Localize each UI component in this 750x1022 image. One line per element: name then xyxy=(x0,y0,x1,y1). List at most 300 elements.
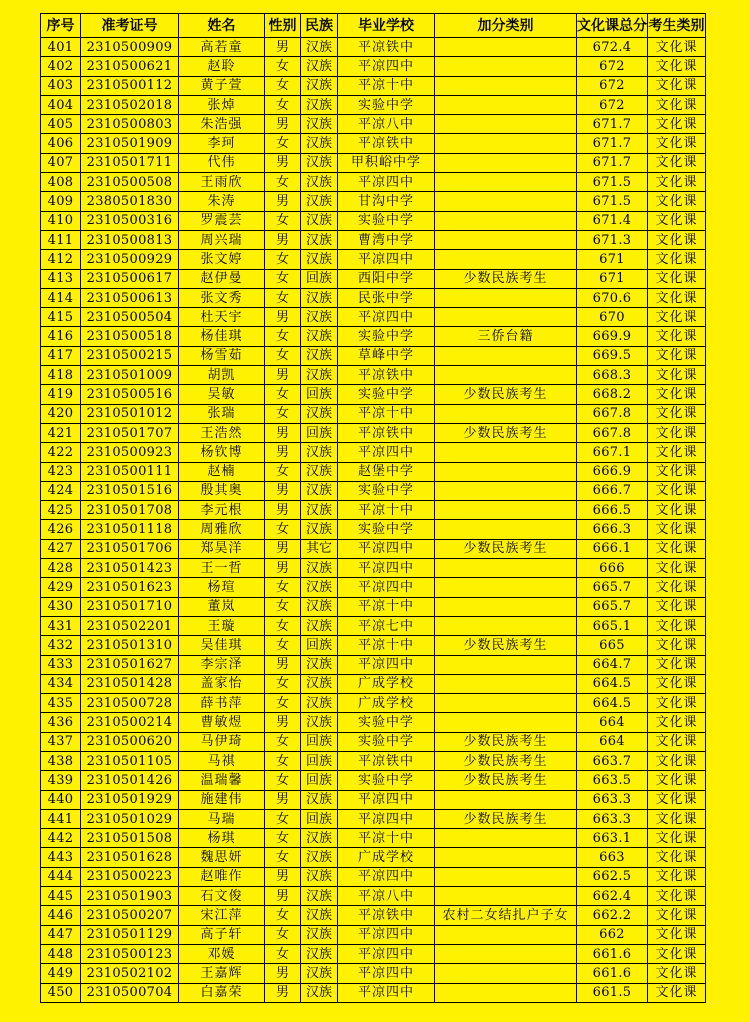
seq-cell: 421 xyxy=(41,423,81,442)
school-cell: 甘沟中学 xyxy=(338,192,435,211)
bonus-category-cell xyxy=(435,153,577,172)
ethnicity-cell: 汉族 xyxy=(301,867,338,886)
school-cell: 广成学校 xyxy=(338,674,435,693)
bonus-category-cell xyxy=(435,95,577,114)
bonus-category-cell xyxy=(435,57,577,76)
table-row xyxy=(41,964,706,983)
school-cell: 平凉四中 xyxy=(338,250,435,269)
table-row xyxy=(41,366,706,385)
school-cell: 平凉四中 xyxy=(338,983,435,1002)
seq-cell: 441 xyxy=(41,809,81,828)
bonus-category-cell xyxy=(435,655,577,674)
name-cell: 朱浩强 xyxy=(179,115,265,134)
total-score-cell: 665 xyxy=(577,636,648,655)
name-cell: 王一哲 xyxy=(179,559,265,578)
candidate-type-cell: 文化课 xyxy=(648,95,706,114)
gender-cell: 男 xyxy=(265,655,301,674)
gender-cell: 女 xyxy=(265,134,301,153)
exam-id-cell: 2310501711 xyxy=(81,153,179,172)
name-cell: 温瑞馨 xyxy=(179,771,265,790)
candidate-type-cell: 文化课 xyxy=(648,616,706,635)
gender-cell: 男 xyxy=(265,539,301,558)
gender-cell: 女 xyxy=(265,906,301,925)
gender-cell: 女 xyxy=(265,385,301,404)
header-ethnicity: 民族 xyxy=(301,14,338,38)
seq-cell: 427 xyxy=(41,539,81,558)
gender-cell: 男 xyxy=(265,481,301,500)
gender-cell: 男 xyxy=(265,153,301,172)
total-score-cell: 666.3 xyxy=(577,520,648,539)
total-score-cell: 667.8 xyxy=(577,404,648,423)
bonus-category-cell: 少数民族考生 xyxy=(435,771,577,790)
table-row xyxy=(41,95,706,114)
gender-cell: 女 xyxy=(265,616,301,635)
candidate-type-cell: 文化课 xyxy=(648,655,706,674)
ethnicity-cell: 汉族 xyxy=(301,346,338,365)
school-cell: 平凉四中 xyxy=(338,964,435,983)
table-row xyxy=(41,443,706,462)
candidate-type-cell: 文化课 xyxy=(648,848,706,867)
table-row xyxy=(41,346,706,365)
seq-cell: 419 xyxy=(41,385,81,404)
candidate-type-cell: 文化课 xyxy=(648,423,706,442)
table-header-row xyxy=(41,14,706,38)
bonus-category-cell xyxy=(435,115,577,134)
gender-cell: 男 xyxy=(265,115,301,134)
bonus-category-cell xyxy=(435,211,577,230)
table-row xyxy=(41,906,706,925)
ethnicity-cell: 汉族 xyxy=(301,443,338,462)
table-row xyxy=(41,751,706,770)
table-row xyxy=(41,423,706,442)
ethnicity-cell: 汉族 xyxy=(301,520,338,539)
total-score-cell: 667.8 xyxy=(577,423,648,442)
bonus-category-cell xyxy=(435,346,577,365)
candidate-type-cell: 文化课 xyxy=(648,288,706,307)
total-score-cell: 664.7 xyxy=(577,655,648,674)
seq-cell: 449 xyxy=(41,964,81,983)
gender-cell: 女 xyxy=(265,211,301,230)
exam-id-cell: 2310500929 xyxy=(81,250,179,269)
table-row xyxy=(41,115,706,134)
candidate-type-cell: 文化课 xyxy=(648,771,706,790)
gender-cell: 女 xyxy=(265,462,301,481)
exam-id-cell: 2310501428 xyxy=(81,674,179,693)
seq-cell: 407 xyxy=(41,153,81,172)
school-cell: 实验中学 xyxy=(338,771,435,790)
ethnicity-cell: 汉族 xyxy=(301,559,338,578)
school-cell: 平凉四中 xyxy=(338,809,435,828)
ethnicity-cell: 汉族 xyxy=(301,694,338,713)
table-row xyxy=(41,134,706,153)
exam-id-cell: 2310501710 xyxy=(81,597,179,616)
school-cell: 平凉四中 xyxy=(338,867,435,886)
ethnicity-cell: 汉族 xyxy=(301,964,338,983)
table-row xyxy=(41,944,706,963)
table-row xyxy=(41,308,706,327)
name-cell: 张瑞 xyxy=(179,404,265,423)
name-cell: 高若童 xyxy=(179,38,265,57)
exam-id-cell: 2310500207 xyxy=(81,906,179,925)
exam-id-cell: 2310501516 xyxy=(81,481,179,500)
seq-cell: 424 xyxy=(41,481,81,500)
name-cell: 杨瑄 xyxy=(179,578,265,597)
bonus-category-cell xyxy=(435,790,577,809)
name-cell: 杨雪茹 xyxy=(179,346,265,365)
school-cell: 实验中学 xyxy=(338,211,435,230)
candidate-type-cell: 文化课 xyxy=(648,944,706,963)
exam-id-cell: 2310500215 xyxy=(81,346,179,365)
ethnicity-cell: 汉族 xyxy=(301,481,338,500)
table-row xyxy=(41,230,706,249)
name-cell: 张文婷 xyxy=(179,250,265,269)
table-row xyxy=(41,153,706,172)
exam-id-cell: 2310500620 xyxy=(81,732,179,751)
seq-cell: 401 xyxy=(41,38,81,57)
table-row xyxy=(41,674,706,693)
school-cell: 广成学校 xyxy=(338,694,435,713)
candidate-type-cell: 文化课 xyxy=(648,462,706,481)
school-cell: 实验中学 xyxy=(338,95,435,114)
gender-cell: 女 xyxy=(265,327,301,346)
total-score-cell: 668.2 xyxy=(577,385,648,404)
exam-id-cell: 2310500621 xyxy=(81,57,179,76)
gender-cell: 女 xyxy=(265,674,301,693)
name-cell: 郑昊洋 xyxy=(179,539,265,558)
name-cell: 曹敏煜 xyxy=(179,713,265,732)
gender-cell: 女 xyxy=(265,269,301,288)
bonus-category-cell xyxy=(435,713,577,732)
table-body xyxy=(41,38,706,1003)
gender-cell: 男 xyxy=(265,308,301,327)
gender-cell: 女 xyxy=(265,173,301,192)
table-row xyxy=(41,559,706,578)
total-score-cell: 671.4 xyxy=(577,211,648,230)
bonus-category-cell: 少数民族考生 xyxy=(435,269,577,288)
exam-id-cell: 2310500112 xyxy=(81,76,179,95)
bonus-category-cell xyxy=(435,867,577,886)
candidate-type-cell: 文化课 xyxy=(648,674,706,693)
table-row xyxy=(41,713,706,732)
name-cell: 石文俊 xyxy=(179,887,265,906)
candidate-type-cell: 文化课 xyxy=(648,481,706,500)
total-score-cell: 671 xyxy=(577,250,648,269)
ethnicity-cell: 汉族 xyxy=(301,308,338,327)
bonus-category-cell xyxy=(435,829,577,848)
candidate-type-cell: 文化课 xyxy=(648,501,706,520)
candidate-type-cell: 文化课 xyxy=(648,250,706,269)
name-cell: 代伟 xyxy=(179,153,265,172)
seq-cell: 439 xyxy=(41,771,81,790)
bonus-category-cell xyxy=(435,559,577,578)
school-cell: 平凉四中 xyxy=(338,655,435,674)
total-score-cell: 665.1 xyxy=(577,616,648,635)
seq-cell: 411 xyxy=(41,230,81,249)
ethnicity-cell: 汉族 xyxy=(301,211,338,230)
gender-cell: 女 xyxy=(265,404,301,423)
candidate-type-cell: 文化课 xyxy=(648,404,706,423)
ethnicity-cell: 回族 xyxy=(301,771,338,790)
total-score-cell: 666.5 xyxy=(577,501,648,520)
exam-id-cell: 2310502102 xyxy=(81,964,179,983)
bonus-category-cell xyxy=(435,964,577,983)
gender-cell: 女 xyxy=(265,520,301,539)
table-row xyxy=(41,38,706,57)
table-row xyxy=(41,269,706,288)
school-cell: 平凉铁中 xyxy=(338,751,435,770)
ethnicity-cell: 汉族 xyxy=(301,192,338,211)
school-cell: 平凉四中 xyxy=(338,308,435,327)
table-row xyxy=(41,694,706,713)
name-cell: 魏思妍 xyxy=(179,848,265,867)
school-cell: 实验中学 xyxy=(338,327,435,346)
name-cell: 杜天宇 xyxy=(179,308,265,327)
seq-cell: 403 xyxy=(41,76,81,95)
ethnicity-cell: 回族 xyxy=(301,732,338,751)
bonus-category-cell xyxy=(435,694,577,713)
candidate-type-cell: 文化课 xyxy=(648,751,706,770)
ethnicity-cell: 汉族 xyxy=(301,250,338,269)
candidate-type-cell: 文化课 xyxy=(648,211,706,230)
score-list-sheet xyxy=(40,13,706,1003)
seq-cell: 416 xyxy=(41,327,81,346)
seq-cell: 420 xyxy=(41,404,81,423)
candidate-type-cell: 文化课 xyxy=(648,578,706,597)
school-cell: 平凉铁中 xyxy=(338,38,435,57)
table-row xyxy=(41,732,706,751)
exam-id-cell: 2310501423 xyxy=(81,559,179,578)
school-cell: 实验中学 xyxy=(338,481,435,500)
seq-cell: 436 xyxy=(41,713,81,732)
seq-cell: 409 xyxy=(41,192,81,211)
ethnicity-cell: 汉族 xyxy=(301,366,338,385)
bonus-category-cell xyxy=(435,887,577,906)
total-score-cell: 671.5 xyxy=(577,173,648,192)
bonus-category-cell xyxy=(435,578,577,597)
exam-id-cell: 2310501627 xyxy=(81,655,179,674)
bonus-category-cell xyxy=(435,925,577,944)
name-cell: 罗震芸 xyxy=(179,211,265,230)
school-cell: 平凉四中 xyxy=(338,539,435,558)
candidate-type-cell: 文化课 xyxy=(648,809,706,828)
school-cell: 平凉八中 xyxy=(338,115,435,134)
candidate-type-cell: 文化课 xyxy=(648,443,706,462)
ethnicity-cell: 汉族 xyxy=(301,404,338,423)
total-score-cell: 672.4 xyxy=(577,38,648,57)
seq-cell: 422 xyxy=(41,443,81,462)
gender-cell: 女 xyxy=(265,732,301,751)
seq-cell: 418 xyxy=(41,366,81,385)
total-score-cell: 666.9 xyxy=(577,462,648,481)
seq-cell: 415 xyxy=(41,308,81,327)
bonus-category-cell xyxy=(435,173,577,192)
exam-id-cell: 2310500504 xyxy=(81,308,179,327)
total-score-cell: 663.7 xyxy=(577,751,648,770)
total-score-cell: 661.6 xyxy=(577,964,648,983)
total-score-cell: 664.5 xyxy=(577,674,648,693)
seq-cell: 417 xyxy=(41,346,81,365)
exam-id-cell: 2310501426 xyxy=(81,771,179,790)
table-row xyxy=(41,636,706,655)
school-cell: 平凉十中 xyxy=(338,597,435,616)
bonus-category-cell xyxy=(435,250,577,269)
gender-cell: 女 xyxy=(265,57,301,76)
ethnicity-cell: 回族 xyxy=(301,423,338,442)
school-cell: 实验中学 xyxy=(338,385,435,404)
ethnicity-cell: 汉族 xyxy=(301,829,338,848)
table-row xyxy=(41,404,706,423)
exam-id-cell: 2310500813 xyxy=(81,230,179,249)
exam-id-cell: 2310500909 xyxy=(81,38,179,57)
table-row xyxy=(41,481,706,500)
header-seq: 序号 xyxy=(41,14,81,38)
gender-cell: 女 xyxy=(265,250,301,269)
school-cell: 西阳中学 xyxy=(338,269,435,288)
seq-cell: 437 xyxy=(41,732,81,751)
table-row xyxy=(41,809,706,828)
name-cell: 李宗泽 xyxy=(179,655,265,674)
ethnicity-cell: 汉族 xyxy=(301,501,338,520)
table-row xyxy=(41,76,706,95)
gender-cell: 女 xyxy=(265,809,301,828)
candidate-type-cell: 文化课 xyxy=(648,867,706,886)
bonus-category-cell xyxy=(435,481,577,500)
bonus-category-cell xyxy=(435,192,577,211)
ethnicity-cell: 汉族 xyxy=(301,95,338,114)
school-cell: 平凉七中 xyxy=(338,616,435,635)
gender-cell: 女 xyxy=(265,751,301,770)
candidate-type-cell: 文化课 xyxy=(648,308,706,327)
name-cell: 周兴瑞 xyxy=(179,230,265,249)
seq-cell: 446 xyxy=(41,906,81,925)
ethnicity-cell: 汉族 xyxy=(301,790,338,809)
table-row xyxy=(41,327,706,346)
exam-id-cell: 2310501129 xyxy=(81,925,179,944)
total-score-cell: 663.3 xyxy=(577,809,648,828)
candidate-type-cell: 文化课 xyxy=(648,520,706,539)
seq-cell: 450 xyxy=(41,983,81,1002)
candidate-type-cell: 文化课 xyxy=(648,539,706,558)
bonus-category-cell: 少数民族考生 xyxy=(435,732,577,751)
total-score-cell: 671.5 xyxy=(577,192,648,211)
seq-cell: 406 xyxy=(41,134,81,153)
gender-cell: 男 xyxy=(265,423,301,442)
seq-cell: 408 xyxy=(41,173,81,192)
seq-cell: 444 xyxy=(41,867,81,886)
school-cell: 平凉四中 xyxy=(338,578,435,597)
exam-id-cell: 2310501012 xyxy=(81,404,179,423)
name-cell: 杨琪 xyxy=(179,829,265,848)
total-score-cell: 663 xyxy=(577,848,648,867)
bonus-category-cell xyxy=(435,597,577,616)
school-cell: 平凉四中 xyxy=(338,173,435,192)
candidate-type-cell: 文化课 xyxy=(648,385,706,404)
gender-cell: 女 xyxy=(265,925,301,944)
ethnicity-cell: 汉族 xyxy=(301,848,338,867)
total-score-cell: 671.7 xyxy=(577,153,648,172)
total-score-cell: 666 xyxy=(577,559,648,578)
total-score-cell: 670.6 xyxy=(577,288,648,307)
gender-cell: 女 xyxy=(265,578,301,597)
school-cell: 平凉十中 xyxy=(338,829,435,848)
school-cell: 平凉四中 xyxy=(338,443,435,462)
name-cell: 杨钦博 xyxy=(179,443,265,462)
total-score-cell: 665.7 xyxy=(577,597,648,616)
candidate-type-cell: 文化课 xyxy=(648,790,706,809)
gender-cell: 女 xyxy=(265,597,301,616)
school-cell: 曹湾中学 xyxy=(338,230,435,249)
school-cell: 实验中学 xyxy=(338,520,435,539)
exam-id-cell: 2310501118 xyxy=(81,520,179,539)
total-score-cell: 669.9 xyxy=(577,327,648,346)
name-cell: 薛书萍 xyxy=(179,694,265,713)
gender-cell: 男 xyxy=(265,983,301,1002)
seq-cell: 423 xyxy=(41,462,81,481)
exam-id-cell: 2310500516 xyxy=(81,385,179,404)
bonus-category-cell xyxy=(435,674,577,693)
exam-id-cell: 2310500111 xyxy=(81,462,179,481)
candidate-type-cell: 文化课 xyxy=(648,269,706,288)
ethnicity-cell: 回族 xyxy=(301,751,338,770)
school-cell: 广成学校 xyxy=(338,848,435,867)
table-row xyxy=(41,211,706,230)
school-cell: 甲积峪中学 xyxy=(338,153,435,172)
gender-cell: 男 xyxy=(265,790,301,809)
header-name: 姓名 xyxy=(179,14,265,38)
ethnicity-cell: 回族 xyxy=(301,809,338,828)
exam-id-cell: 2310500316 xyxy=(81,211,179,230)
bonus-category-cell xyxy=(435,230,577,249)
bonus-category-cell xyxy=(435,366,577,385)
total-score-cell: 662.5 xyxy=(577,867,648,886)
header-school: 毕业学校 xyxy=(338,14,435,38)
bonus-category-cell xyxy=(435,404,577,423)
candidate-type-cell: 文化课 xyxy=(648,983,706,1002)
table-row xyxy=(41,887,706,906)
seq-cell: 438 xyxy=(41,751,81,770)
total-score-cell: 671.3 xyxy=(577,230,648,249)
bonus-category-cell xyxy=(435,501,577,520)
exam-id-cell: 2310500123 xyxy=(81,944,179,963)
candidate-type-cell: 文化课 xyxy=(648,57,706,76)
bonus-category-cell xyxy=(435,462,577,481)
seq-cell: 414 xyxy=(41,288,81,307)
total-score-cell: 672 xyxy=(577,57,648,76)
ethnicity-cell: 汉族 xyxy=(301,230,338,249)
bonus-category-cell: 三侨台籍 xyxy=(435,327,577,346)
exam-id-cell: 2310502018 xyxy=(81,95,179,114)
exam-id-cell: 2310501105 xyxy=(81,751,179,770)
name-cell: 施建伟 xyxy=(179,790,265,809)
total-score-cell: 666.1 xyxy=(577,539,648,558)
table-row xyxy=(41,867,706,886)
header-bonus-category: 加分类别 xyxy=(435,14,577,38)
ethnicity-cell: 汉族 xyxy=(301,115,338,134)
school-cell: 平凉十中 xyxy=(338,636,435,655)
total-score-cell: 671.7 xyxy=(577,115,648,134)
seq-cell: 448 xyxy=(41,944,81,963)
table-row xyxy=(41,192,706,211)
table-row xyxy=(41,288,706,307)
exam-id-cell: 2310501909 xyxy=(81,134,179,153)
bonus-category-cell xyxy=(435,520,577,539)
exam-id-cell: 2310501508 xyxy=(81,829,179,848)
total-score-cell: 668.3 xyxy=(577,366,648,385)
school-cell: 实验中学 xyxy=(338,713,435,732)
name-cell: 张文秀 xyxy=(179,288,265,307)
total-score-cell: 665.7 xyxy=(577,578,648,597)
table-row xyxy=(41,597,706,616)
